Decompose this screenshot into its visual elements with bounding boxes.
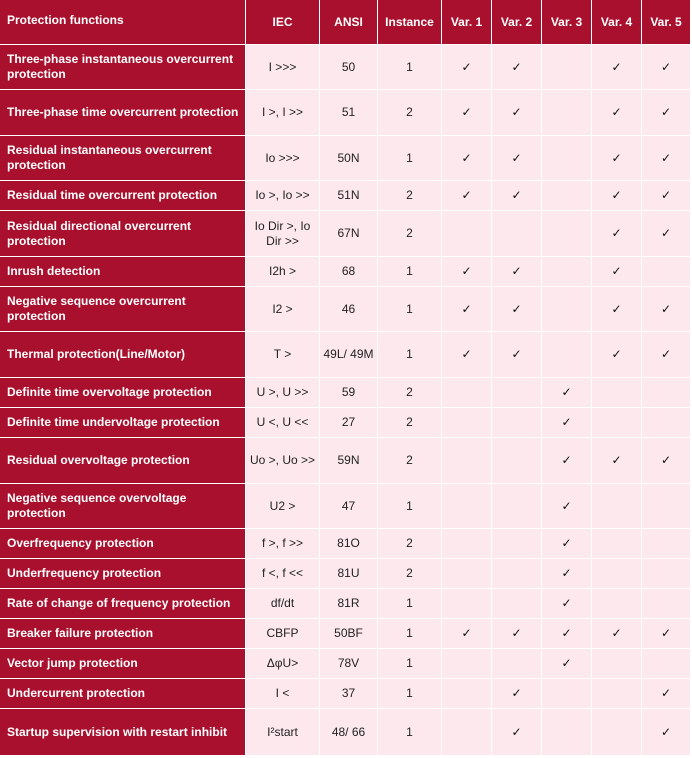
variant-1-cell [442,378,492,408]
ansi-code: 78V [320,649,378,679]
variant-2-cell [492,378,542,408]
variant-5-cell [642,679,691,709]
protection-function-name: Definite time undervoltage protection [0,408,246,438]
iec-symbol: I >>> [246,45,320,90]
variant-3-cell [542,90,592,136]
ansi-code: 27 [320,408,378,438]
ansi-code: 49L/ 49M [320,332,378,378]
checkmark-icon: ✓ [660,226,672,240]
table-row [0,589,691,619]
variant-1-cell [442,90,492,136]
checkmark-icon: ✓ [561,656,572,670]
protection-function-name: Inrush detection [0,257,246,287]
table-row [0,408,691,438]
variant-3-cell [542,181,592,211]
variant-4-cell [592,529,642,559]
ansi-code: 81R [320,589,378,619]
checkmark-icon: ✓ [660,150,672,165]
protection-function-name: Residual time overcurrent protection [0,181,246,211]
table-row [0,484,691,529]
instance-count: 2 [378,438,442,484]
checkmark-icon: ✓ [660,105,672,119]
variant-2-cell [492,257,542,287]
checkmark-icon: ✓ [561,415,572,429]
checkmark-icon: ✓ [611,226,622,240]
checkmark-icon: ✓ [511,264,522,278]
ansi-code: 51N [320,181,378,211]
protection-function-name: Underfrequency protection [0,559,246,589]
header-instance: Instance [378,0,442,45]
variant-4-cell [592,287,642,332]
variant-3-cell [542,589,592,619]
table-body [0,45,691,756]
protection-function-name: Negative sequence overvoltage protection [0,484,246,529]
checkmark-icon: ✓ [660,59,672,74]
variant-4-cell [592,378,642,408]
checkmark-icon: ✓ [511,347,522,361]
variant-5-cell [642,529,691,559]
protection-function-name: Breaker failure protection [0,619,246,649]
variant-5-cell [642,181,691,211]
variant-4-cell [592,619,642,649]
iec-symbol: U2 > [246,484,320,529]
table-row [0,529,691,559]
variant-1-cell [442,257,492,287]
variant-2-cell [492,181,542,211]
checkmark-icon: ✓ [561,566,572,580]
variant-3-cell [542,484,592,529]
variant-3-cell [542,211,592,257]
protection-function-name: Thermal protection(Line/Motor) [0,332,246,378]
variant-4-cell [592,211,642,257]
instance-count: 2 [378,408,442,438]
variant-4-cell [592,45,642,90]
checkmark-icon: ✓ [611,188,622,202]
protection-function-name: Residual overvoltage protection [0,438,246,484]
variant-1-cell [442,559,492,589]
variant-2-cell [492,484,542,529]
instance-count: 1 [378,332,442,378]
variant-4-cell [592,679,642,709]
checkmark-icon: ✓ [611,264,622,278]
variant-3-cell [542,649,592,679]
header-var-2: Var. 2 [492,0,542,45]
variant-1-cell [442,211,492,257]
checkmark-icon: ✓ [611,626,622,640]
variant-3-cell [542,559,592,589]
checkmark-icon: ✓ [461,188,472,202]
checkmark-icon: ✓ [561,626,572,640]
checkmark-icon: ✓ [461,626,472,640]
checkmark-icon: ✓ [561,498,572,513]
protection-function-name: Residual directional overcurrent protection [0,211,246,257]
checkmark-icon: ✓ [611,301,622,316]
checkmark-icon: ✓ [511,626,522,640]
checkmark-icon: ✓ [511,188,522,202]
variant-1-cell [442,529,492,559]
iec-symbol: I >, I >> [246,90,320,136]
table-row [0,438,691,484]
variant-4-cell [592,257,642,287]
variant-4-cell [592,589,642,619]
instance-count: 2 [378,529,442,559]
iec-symbol: U <, U << [246,408,320,438]
iec-symbol: I2 > [246,287,320,332]
variant-1-cell [442,408,492,438]
checkmark-icon: ✓ [660,724,672,739]
checkmark-icon: ✓ [461,59,472,74]
variant-2-cell [492,45,542,90]
checkmark-icon: ✓ [511,301,522,316]
instance-count: 2 [378,181,442,211]
instance-count: 1 [378,287,442,332]
variant-2-cell [492,589,542,619]
iec-symbol: Io >>> [246,136,320,181]
variant-2-cell [492,332,542,378]
variant-2-cell [492,438,542,484]
variant-1-cell [442,484,492,529]
variant-3-cell [542,529,592,559]
ansi-code: 48/ 66 [320,709,378,756]
header-var-1: Var. 1 [442,0,492,45]
iec-symbol: Io >, Io >> [246,181,320,211]
variant-5-cell [642,90,691,136]
checkmark-icon: ✓ [511,59,522,74]
instance-count: 1 [378,589,442,619]
table-row [0,45,691,90]
variant-1-cell [442,649,492,679]
header-ansi: ANSI [320,0,378,45]
checkmark-icon: ✓ [611,453,622,467]
variant-5-cell [642,45,691,90]
iec-symbol: Io Dir >, Io Dir >> [246,211,320,257]
protection-function-name: Startup supervision with restart inhibit [0,709,246,756]
variant-1-cell [442,332,492,378]
variant-5-cell [642,332,691,378]
variant-5-cell [642,211,691,257]
iec-symbol: f >, f >> [246,529,320,559]
ansi-code: 50BF [320,619,378,649]
table-row [0,649,691,679]
variant-1-cell [442,679,492,709]
iec-symbol: I²start [246,709,320,756]
protection-function-name: Definite time overvoltage protection [0,378,246,408]
variant-1-cell [442,136,492,181]
variant-5-cell [642,257,691,287]
ansi-code: 50N [320,136,378,181]
protection-function-name: Vector jump protection [0,649,246,679]
variant-1-cell [442,619,492,649]
variant-5-cell [642,287,691,332]
iec-symbol: ΔφU> [246,649,320,679]
header-var-5: Var. 5 [642,0,691,45]
iec-symbol: df/dt [246,589,320,619]
checkmark-icon: ✓ [511,686,522,700]
instance-count: 1 [378,484,442,529]
header-var-4: Var. 4 [592,0,642,45]
checkmark-icon: ✓ [511,724,522,739]
variant-2-cell [492,211,542,257]
table-row [0,181,691,211]
table-row [0,211,691,257]
table-header-row [0,0,691,45]
instance-count: 1 [378,649,442,679]
checkmark-icon: ✓ [461,301,472,316]
variant-2-cell [492,679,542,709]
table-row [0,287,691,332]
protection-function-name: Negative sequence overcurrent protection [0,287,246,332]
variant-3-cell [542,378,592,408]
table-row [0,378,691,408]
table-row [0,679,691,709]
variant-1-cell [442,181,492,211]
variant-2-cell [492,136,542,181]
variant-4-cell [592,332,642,378]
instance-count: 2 [378,378,442,408]
protection-function-name: Undercurrent protection [0,679,246,709]
iec-symbol: f <, f << [246,559,320,589]
variant-5-cell [642,649,691,679]
variant-4-cell [592,136,642,181]
ansi-code: 67N [320,211,378,257]
table-row [0,332,691,378]
variant-2-cell [492,649,542,679]
checkmark-icon: ✓ [461,347,472,361]
variant-2-cell [492,408,542,438]
ansi-code: 46 [320,287,378,332]
table-row [0,257,691,287]
checkmark-icon: ✓ [561,453,572,467]
table-row [0,90,691,136]
iec-symbol: Uo >, Uo >> [246,438,320,484]
checkmark-icon: ✓ [611,347,622,361]
variant-2-cell [492,559,542,589]
checkmark-icon: ✓ [660,686,672,700]
ansi-code: 59 [320,378,378,408]
variant-2-cell [492,90,542,136]
variant-1-cell [442,45,492,90]
variant-4-cell [592,408,642,438]
checkmark-icon: ✓ [511,150,522,165]
instance-count: 1 [378,619,442,649]
instance-count: 1 [378,257,442,287]
variant-4-cell [592,181,642,211]
variant-5-cell [642,484,691,529]
variant-3-cell [542,679,592,709]
instance-count: 2 [378,559,442,589]
variant-5-cell [642,709,691,756]
ansi-code: 51 [320,90,378,136]
variant-4-cell [592,649,642,679]
checkmark-icon: ✓ [561,596,572,610]
iec-symbol: I < [246,679,320,709]
variant-1-cell [442,438,492,484]
variant-1-cell [442,589,492,619]
variant-4-cell [592,90,642,136]
iec-symbol: U >, U >> [246,378,320,408]
checkmark-icon: ✓ [611,150,622,165]
table-row [0,136,691,181]
protection-function-name: Overfrequency protection [0,529,246,559]
instance-count: 2 [378,90,442,136]
variant-3-cell [542,408,592,438]
variant-3-cell [542,619,592,649]
checkmark-icon: ✓ [660,626,672,640]
variant-4-cell [592,559,642,589]
variant-1-cell [442,287,492,332]
protection-function-name: Rate of change of frequency protection [0,589,246,619]
variant-1-cell [442,709,492,756]
variant-2-cell [492,619,542,649]
iec-symbol: CBFP [246,619,320,649]
protection-function-name: Residual instantaneous overcurrent protection [0,136,246,181]
variant-5-cell [642,559,691,589]
variant-4-cell [592,438,642,484]
variant-5-cell [642,378,691,408]
ansi-code: 59N [320,438,378,484]
variant-4-cell [592,484,642,529]
checkmark-icon: ✓ [461,264,472,278]
variant-3-cell [542,332,592,378]
ansi-code: 47 [320,484,378,529]
iec-symbol: I2h > [246,257,320,287]
header-var-3: Var. 3 [542,0,592,45]
table-row [0,559,691,589]
checkmark-icon: ✓ [660,347,672,361]
header-iec: IEC [246,0,320,45]
checkmark-icon: ✓ [611,59,622,74]
table-row [0,709,691,756]
checkmark-icon: ✓ [611,105,622,119]
variant-2-cell [492,287,542,332]
iec-symbol: T > [246,332,320,378]
instance-count: 1 [378,679,442,709]
ansi-code: 50 [320,45,378,90]
checkmark-icon: ✓ [461,150,472,165]
variant-3-cell [542,45,592,90]
checkmark-icon: ✓ [561,385,572,399]
header-protection-functions: Protection functions [0,0,246,45]
checkmark-icon: ✓ [660,188,672,202]
variant-4-cell [592,709,642,756]
variant-3-cell [542,438,592,484]
variant-5-cell [642,408,691,438]
ansi-code: 37 [320,679,378,709]
variant-5-cell [642,136,691,181]
protection-function-name: Three-phase time overcurrent protection [0,90,246,136]
instance-count: 2 [378,211,442,257]
checkmark-icon: ✓ [660,301,672,316]
variant-3-cell [542,287,592,332]
variant-3-cell [542,257,592,287]
ansi-code: 81U [320,559,378,589]
checkmark-icon: ✓ [511,105,522,119]
variant-5-cell [642,589,691,619]
checkmark-icon: ✓ [461,105,472,119]
ansi-code: 81O [320,529,378,559]
variant-2-cell [492,709,542,756]
protection-function-name: Three-phase instantaneous overcurrent protection [0,45,246,90]
variant-5-cell [642,619,691,649]
variant-2-cell [492,529,542,559]
table-row [0,619,691,649]
variant-3-cell [542,136,592,181]
checkmark-icon: ✓ [660,453,672,467]
variant-3-cell [542,709,592,756]
checkmark-icon: ✓ [561,536,572,550]
ansi-code: 68 [320,257,378,287]
instance-count: 1 [378,45,442,90]
variant-5-cell [642,438,691,484]
instance-count: 1 [378,136,442,181]
instance-count: 1 [378,709,442,756]
